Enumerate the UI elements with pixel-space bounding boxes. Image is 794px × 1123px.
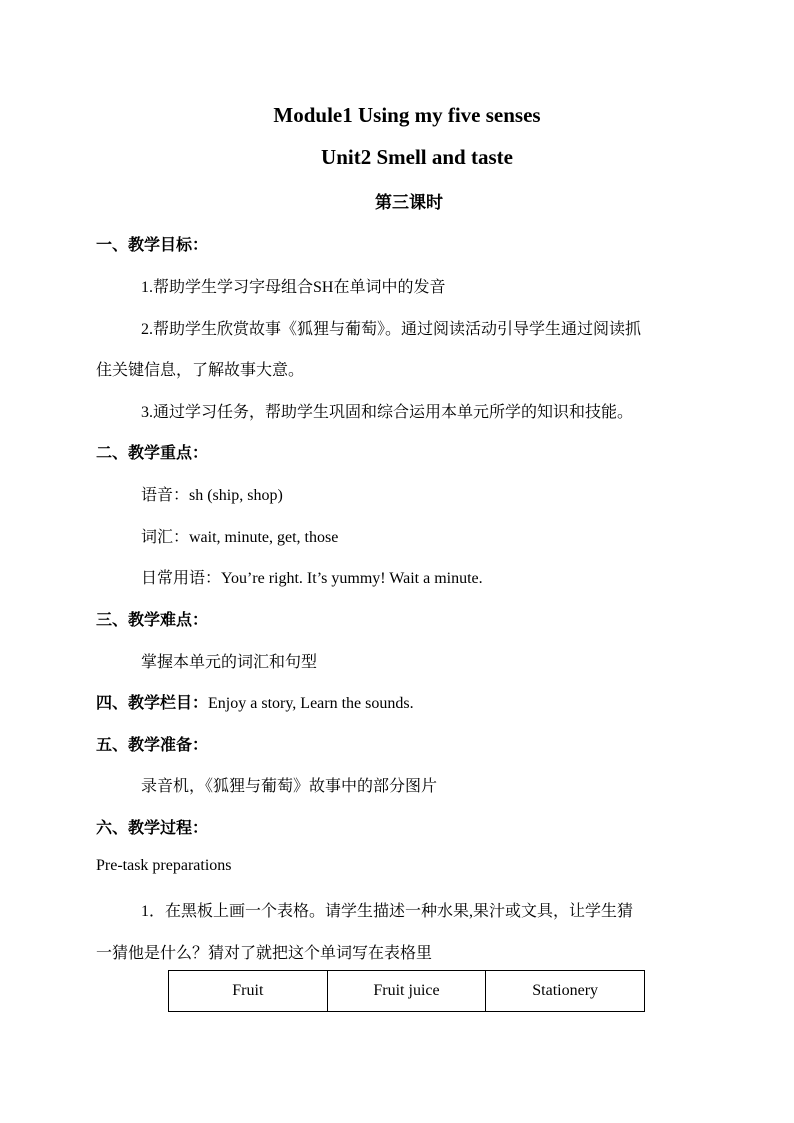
- goal-3: 3.通过学习任务，帮助学生巩固和综合运用本单元所学的知识和技能。: [141, 404, 634, 421]
- goal-2-line-2: 住关键信息，了解故事大意。: [96, 362, 305, 379]
- key-vocabulary: 词汇：wait, minute, get, those: [141, 529, 339, 546]
- difficulty-heading: 三、教学难点：: [96, 612, 209, 629]
- column-text: Enjoy a story, Learn the sounds.: [208, 695, 414, 712]
- key-pronunciation: 语音：sh (ship, shop): [141, 487, 283, 504]
- column-line: [96, 690, 414, 713]
- difficulty-text: 掌握本单元的词汇和句型: [141, 654, 318, 671]
- preparation-heading: 五、教学准备：: [96, 737, 209, 754]
- key-phrases: 日常用语：You’re right. It’s yummy! Wait a minute.: [141, 570, 483, 587]
- pretask-label: Pre-task preparations: [96, 857, 232, 874]
- process-heading: 六、教学过程：: [96, 820, 209, 837]
- goal-2-line-1: 2.帮助学生欣赏故事《狐狸与葡萄》。通过阅读活动引导学生通过阅读抓: [141, 321, 642, 338]
- column-label: 四、教学栏目：: [96, 695, 209, 712]
- step-1-line-1: 1．在黑板上画一个表格。请学生描述一种水果,果汁或文具，让学生猜: [141, 903, 634, 920]
- key-points-heading: 二、教学重点：: [96, 445, 209, 462]
- unit-title: Unit2 Smell and taste: [321, 145, 513, 169]
- goal-1: 1.帮助学生学习字母组合SH在单词中的发音: [141, 279, 446, 296]
- preparation-text: 录音机，《狐狸与葡萄》故事中的部分图片: [141, 778, 438, 795]
- table-row: [169, 971, 645, 1012]
- word-table: [168, 970, 645, 1012]
- table-cell-stationery: Stationery: [486, 971, 645, 1012]
- goals-heading: 一、教学目标：: [96, 237, 209, 254]
- lesson-title: 第三课时: [375, 193, 443, 212]
- table-cell-fruit: Fruit: [169, 971, 328, 1012]
- step-1-line-2: 一猜他是什么？猜对了就把这个单词写在表格里: [96, 945, 433, 962]
- table-cell-fruit-juice: Fruit juice: [327, 971, 486, 1012]
- module-title: Module1 Using my five senses: [273, 103, 541, 127]
